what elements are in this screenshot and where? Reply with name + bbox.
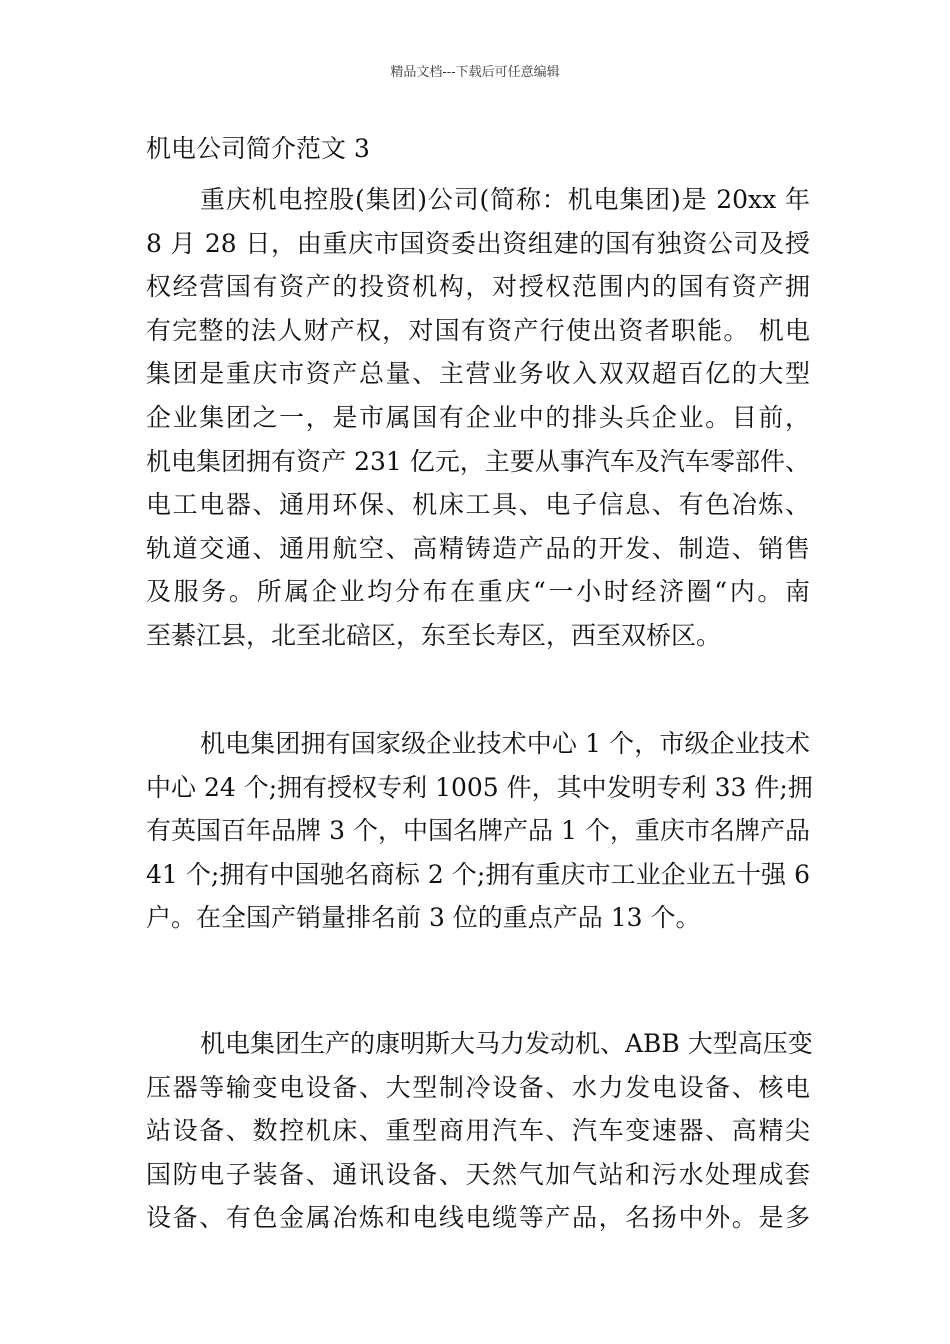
page-header: 精品文档---下载后可任意编辑	[390, 65, 560, 80]
paragraph-line: 机电集团拥有国家级企业技术中心 1 个，市级企业技术	[200, 729, 810, 758]
paragraph-company-overview	[146, 178, 810, 658]
paragraph-line: 权经营国有资产的投资机构，对授权范围内的国有资产拥	[146, 272, 810, 302]
paragraph-line: 41 个;拥有中国驰名商标 2 个;拥有重庆市工业企业五十强 6	[146, 859, 810, 889]
paragraph-line: 有英国百年品牌 3 个，中国名牌产品 1 个，重庆市名牌产品	[146, 816, 810, 846]
paragraph-line: 及服务。所属企业均分布在重庆“一小时经济圈“内。南	[146, 577, 810, 607]
paragraph-line: 机电集团生产的康明斯大马力发动机、ABB 大型高压变	[200, 1029, 813, 1058]
paragraph-line: 压器等输变电设备、大型制冷设备、水力发电设备、核电	[146, 1072, 810, 1102]
paragraph-line: 机电集团拥有资产 231 亿元，主要从事汽车及汽车零部件、	[146, 446, 810, 476]
paragraph-line: 重庆机电控股(集团)公司(简称：机电集团)是 20xx 年	[200, 185, 810, 214]
paragraph-line: 设备、有色金属冶炼和电线电缆等产品，名扬中外。是多	[146, 1203, 810, 1233]
document-title: 机电公司简介范文 3	[146, 134, 370, 163]
paragraph-line: 8 月 28 日，由重庆市国资委出资组建的国有独资公司及授	[146, 228, 810, 258]
paragraph-products	[146, 1022, 813, 1240]
paragraph-technology-brands	[146, 722, 813, 940]
paragraph-line: 电工电器、通用环保、机床工具、电子信息、有色冶炼、	[146, 490, 810, 520]
paragraph-line: 轨道交通、通用航空、高精铸造产品的开发、制造、销售	[146, 533, 810, 563]
paragraph-line: 至綦江县，北至北碚区，东至长寿区，西至双桥区。	[146, 620, 722, 650]
paragraph-line: 集团是重庆市资产总量、主营业务收入双双超百亿的大型	[146, 359, 810, 389]
paragraph-line: 站设备、数控机床、重型商用汽车、汽车变速器、高精尖	[146, 1116, 810, 1146]
paragraph-line: 户。在全国产销量排名前 3 位的重点产品 13 个。	[146, 903, 701, 933]
paragraph-line: 有完整的法人财产权，对国有资产行使出资者职能。 机电	[146, 315, 810, 345]
paragraph-line: 国防电子装备、通讯设备、天然气加气站和污水处理成套	[146, 1159, 810, 1189]
paragraph-line: 中心 24 个;拥有授权专利 1005 件，其中发明专利 33 件;拥	[146, 772, 813, 802]
paragraph-line: 企业集团之一，是市属国有企业中的排头兵企业。目前，	[146, 402, 810, 432]
